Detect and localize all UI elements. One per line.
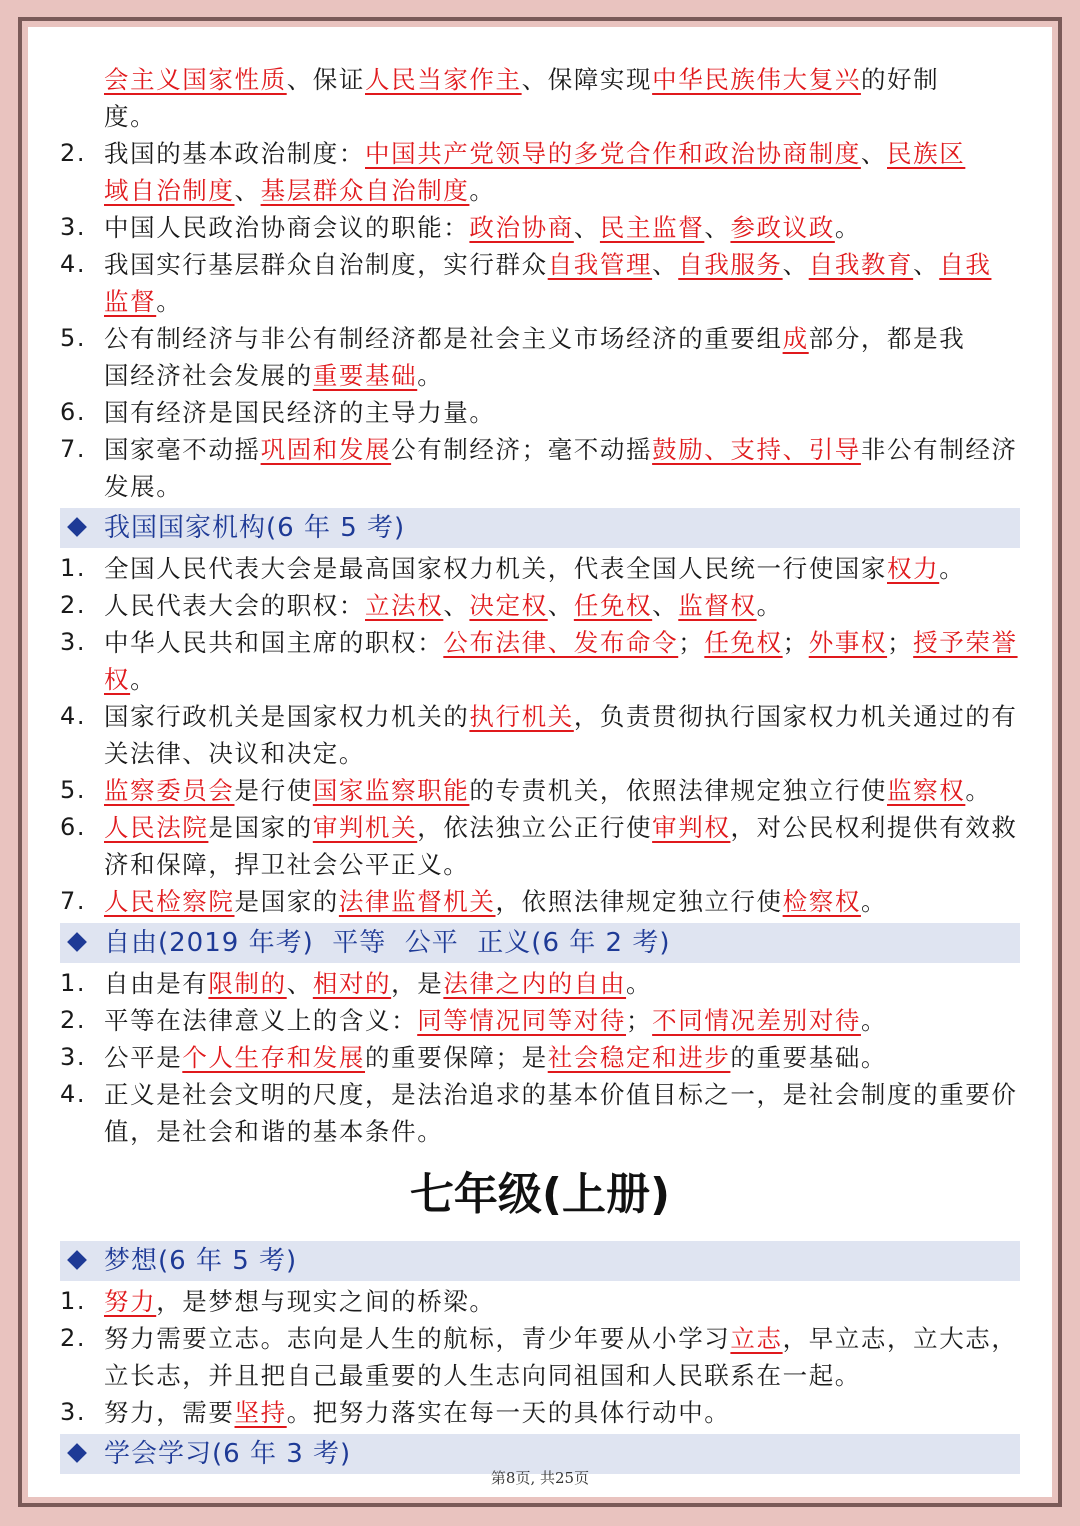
text-run: 的好制 — [860, 65, 940, 94]
text-run: 国有经济是国民经济的主导力量。 — [104, 398, 496, 427]
text-run: 努力，需要 — [104, 1398, 235, 1427]
key-term: 审判权 — [652, 813, 731, 842]
key-term: 权 — [104, 665, 131, 694]
text-run: 。 — [156, 287, 183, 316]
item-line — [104, 172, 1020, 209]
item-line — [104, 550, 1020, 587]
item-number: 3. — [60, 213, 87, 241]
key-term: 立志 — [730, 1324, 783, 1353]
item-number: 3. — [60, 1043, 87, 1071]
section-title: 梦想(6 年 5 考) — [104, 1246, 298, 1276]
key-term: 国家监察职能 — [312, 776, 470, 805]
diamond-bullet-icon — [67, 932, 87, 952]
text-run: 的重要保障；是 — [365, 1043, 548, 1072]
list-item — [60, 135, 1020, 209]
key-term: 民主监督 — [599, 213, 705, 242]
text-run: 正义是社会文明的尺度，是法治追求的基本价值目标之一，是社会制度的重要价 — [104, 1080, 1018, 1109]
section-title: 自由(2019 年考) 平等 公平 正义(6 年 2 考) — [104, 928, 671, 958]
section-title: 我国国家机构(6 年 5 考) — [104, 513, 406, 543]
item-number: 7. — [60, 887, 87, 915]
item-line — [104, 587, 1020, 624]
item-line — [104, 1002, 1020, 1039]
item-line — [104, 735, 1020, 772]
item-list-political-system — [60, 135, 1020, 505]
text-run: 国经济社会发展的 — [104, 361, 313, 390]
key-term: 民族区 — [887, 139, 966, 168]
list-item — [60, 1320, 1020, 1394]
list-item — [60, 550, 1020, 587]
section-title: 学会学习(6 年 3 考) — [104, 1439, 352, 1469]
item-line — [104, 431, 1020, 468]
text-run: 。 — [469, 176, 496, 205]
item-list-freedom-equality — [60, 965, 1020, 1150]
list-item — [60, 772, 1020, 809]
item-line — [104, 846, 1020, 883]
item-line — [104, 394, 1020, 431]
list-item — [60, 394, 1020, 431]
text-run: 公平是 — [104, 1043, 183, 1072]
text-run: 立长志，并且把自己最重要的人生志向同祖国和人民联系在一起。 — [104, 1361, 861, 1390]
item-number: 2. — [60, 591, 87, 619]
text-run: 。 — [860, 1006, 888, 1035]
item-line — [104, 283, 1020, 320]
key-term: 重要基础 — [312, 361, 418, 390]
list-item — [60, 1076, 1020, 1150]
item-number: 3. — [60, 1398, 87, 1426]
item-list-state-organs — [60, 550, 1020, 920]
item-number: 7. — [60, 435, 87, 463]
text-run: 国家行政机关是国家权力机关的 — [104, 702, 470, 731]
key-term: 相对的 — [312, 969, 392, 998]
text-run: 。 — [756, 591, 783, 620]
key-term: 任免权 — [704, 628, 783, 657]
item-line — [104, 135, 1020, 172]
text-run: 、 — [286, 969, 313, 998]
key-term: 政治协商 — [469, 213, 574, 242]
list-item — [60, 587, 1020, 624]
text-run: ，是梦想与现实之间的桥梁。 — [156, 1287, 496, 1316]
page-footer: 第8页, 共25页 — [490, 1469, 590, 1487]
key-term: 个人生存和发展 — [182, 1043, 366, 1072]
text-run: 平等在法律意义上的含义： — [104, 1006, 418, 1035]
item-line — [104, 468, 1020, 505]
list-item — [60, 431, 1020, 505]
item-line — [104, 809, 1020, 846]
text-run: 公有制经济与非公有制经济都是社会主义市场经济的重要组 — [104, 324, 783, 353]
list-item — [60, 1002, 1020, 1039]
key-term: 中国共产党领导的多党合作和政治协商制度 — [365, 139, 861, 168]
text-run: 、 — [782, 250, 809, 279]
item-number: 1. — [60, 554, 87, 582]
item-number: 4. — [60, 250, 87, 278]
text-run: 中华人民共和国主席的职权： — [104, 628, 444, 657]
continued-line — [60, 61, 1020, 98]
item-number: 6. — [60, 398, 87, 426]
text-run: 公有制经济；毫不动摇 — [391, 435, 653, 464]
continued-line — [60, 98, 1020, 135]
key-term: 不同情况差别对待 — [652, 1006, 861, 1035]
key-term: 坚持 — [234, 1398, 287, 1427]
key-term: 立法权 — [365, 591, 444, 620]
item-number: 5. — [60, 324, 87, 352]
list-item — [60, 809, 1020, 883]
text-run: 发展。 — [104, 472, 183, 501]
diamond-bullet-icon — [67, 1250, 87, 1270]
key-term: 同等情况同等对待 — [417, 1006, 627, 1035]
key-term: 公布法律、发布命令 — [443, 628, 679, 657]
key-term: 监督 — [104, 287, 157, 316]
text-run: 。 — [834, 213, 861, 242]
key-term: 自我教育 — [808, 250, 914, 279]
item-number: 3. — [60, 628, 87, 656]
item-line — [104, 772, 1020, 809]
key-term: 法律监督机关 — [338, 887, 496, 916]
text-run: ； — [626, 1006, 653, 1035]
item-line — [104, 1394, 1020, 1431]
text-run: 我国的基本政治制度： — [104, 139, 365, 168]
key-term: 人民当家作主 — [365, 65, 522, 94]
item-number: 4. — [60, 1080, 87, 1108]
key-term: 参政议政 — [730, 213, 835, 242]
key-term: 巩固和发展 — [260, 435, 392, 464]
key-term: 授予荣誉 — [913, 628, 1018, 657]
list-item — [60, 1283, 1020, 1320]
key-term: 审判机关 — [312, 813, 418, 842]
item-number: 1. — [60, 1287, 87, 1315]
text-run: 。 — [130, 665, 157, 694]
text-run: 关法律、决议和决定。 — [104, 739, 365, 768]
text-run: 、 — [860, 139, 888, 168]
item-number: 4. — [60, 702, 87, 730]
key-term: 自我管理 — [547, 250, 653, 279]
text-run: 是行使 — [234, 776, 313, 805]
diamond-bullet-icon — [67, 517, 87, 537]
text-run: 我国实行基层群众自治制度，实行群众 — [104, 250, 548, 279]
text-run: 、 — [652, 250, 679, 279]
key-term: 人民检察院 — [104, 887, 235, 916]
key-term: 限制的 — [208, 969, 287, 998]
section-header-state-organs — [60, 508, 1020, 548]
text-run: 、 — [234, 176, 261, 205]
text-run: ，依法独立公正行使 — [417, 813, 653, 842]
item-number: 2. — [60, 139, 87, 167]
text-run: 。把努力落实在每一天的具体行动中。 — [286, 1398, 731, 1427]
key-term: 鼓励、支持、引导 — [652, 435, 861, 464]
key-term: 基层群众自治制度 — [260, 176, 470, 205]
text-run: 的重要基础。 — [730, 1043, 888, 1072]
text-run: 度。 — [104, 102, 157, 131]
key-term: 成 — [782, 324, 809, 353]
text-run: ； — [887, 628, 914, 657]
key-term: 决定权 — [469, 591, 548, 620]
text-run: ； — [782, 628, 809, 657]
text-run: 、 — [704, 213, 731, 242]
key-term: 执行机关 — [469, 702, 574, 731]
key-term: 中华民族伟大复兴 — [652, 65, 861, 94]
grade-heading: 七年级(上册) — [409, 1169, 671, 1220]
item-line — [104, 698, 1020, 735]
item-line — [104, 1320, 1020, 1357]
key-term: 自我服务 — [678, 250, 783, 279]
list-item — [60, 698, 1020, 772]
text-run: 人民代表大会的职权： — [104, 591, 365, 620]
key-term: 权力 — [887, 554, 940, 583]
text-run: 值，是社会和谐的基本条件。 — [104, 1117, 444, 1146]
list-item — [60, 246, 1020, 320]
text-run: 、 — [652, 591, 679, 620]
text-run: 是国家的 — [234, 887, 339, 916]
key-term: 监察权 — [887, 776, 966, 805]
key-term: 外事权 — [808, 628, 888, 657]
item-line — [104, 1113, 1020, 1150]
item-line — [104, 320, 1020, 357]
item-line — [104, 1357, 1020, 1394]
list-item — [60, 320, 1020, 394]
item-number: 1. — [60, 969, 87, 997]
text-run: ，早立志，立大志， — [782, 1324, 1018, 1353]
key-term: 会主义国家性质 — [104, 65, 287, 94]
key-term: 监督权 — [678, 591, 757, 620]
diamond-bullet-icon — [67, 1443, 87, 1463]
item-line — [104, 1283, 1020, 1320]
item-number: 5. — [60, 776, 87, 804]
key-term: 检察权 — [782, 887, 861, 916]
item-line — [104, 209, 1020, 246]
list-item — [60, 965, 1020, 1002]
text-run: ，负责贯彻执行国家权力机关通过的有 — [573, 702, 1018, 731]
text-run: 。 — [965, 776, 992, 805]
text-run: ； — [678, 628, 705, 657]
list-item — [60, 624, 1020, 698]
text-run: 。 — [626, 969, 653, 998]
item-line — [104, 1076, 1020, 1113]
text-run: 国家毫不动摇 — [104, 435, 261, 464]
list-item — [60, 209, 1020, 246]
text-run: 。 — [417, 361, 444, 390]
key-term: 自我 — [939, 250, 992, 279]
section-header-freedom-equality — [60, 923, 1020, 963]
text-run: 部分，都是我 — [808, 324, 966, 353]
key-term: 任免权 — [573, 591, 653, 620]
section-header-dream — [60, 1241, 1020, 1281]
list-item — [60, 1394, 1020, 1431]
text-run: 非公有制经济 — [860, 435, 1018, 464]
text-run: 全国人民代表大会是最高国家权力机关，代表全国人民统一行使国家 — [104, 554, 887, 583]
text-run: 、保证 — [286, 65, 366, 94]
list-item — [60, 1039, 1020, 1076]
key-term: 域自治制度 — [104, 176, 235, 205]
key-term: 监察委员会 — [104, 776, 235, 805]
text-run: 是国家的 — [208, 813, 313, 842]
key-term: 人民法院 — [104, 813, 209, 842]
key-term: 努力 — [104, 1287, 157, 1316]
text-run: 、 — [547, 591, 574, 620]
document-page — [28, 27, 1052, 1497]
item-line — [104, 661, 1020, 698]
text-run: 自由是有 — [104, 969, 209, 998]
item-list-dream — [60, 1283, 1020, 1431]
item-line — [104, 965, 1020, 1002]
item-line — [104, 1039, 1020, 1076]
text-run: 济和保障，捍卫社会公平正义。 — [104, 850, 470, 879]
text-run: 的专责机关，依照法律规定独立行使 — [469, 776, 888, 805]
text-run: 、 — [443, 591, 470, 620]
document-content — [60, 61, 1020, 1476]
text-run: 、保障实现 — [521, 65, 653, 94]
list-item — [60, 883, 1020, 920]
text-run: 中国人民政治协商会议的职能： — [104, 213, 470, 242]
item-number: 6. — [60, 813, 87, 841]
text-run: 。 — [860, 887, 888, 916]
text-run: 、 — [573, 213, 600, 242]
text-run: ，对公民权利提供有效救 — [730, 813, 1018, 842]
text-run: 、 — [913, 250, 940, 279]
key-term: 社会稳定和进步 — [547, 1043, 731, 1072]
text-run: ，是 — [391, 969, 444, 998]
text-run: 。 — [939, 554, 966, 583]
item-number: 2. — [60, 1006, 87, 1034]
item-line — [104, 357, 1020, 394]
item-number: 2. — [60, 1324, 87, 1352]
item-line — [104, 624, 1020, 661]
item-line — [104, 246, 1020, 283]
key-term: 法律之内的自由 — [443, 969, 627, 998]
item-line — [104, 883, 1020, 920]
text-run: 努力需要立志。志向是人生的航标，青少年要从小学习 — [104, 1324, 731, 1353]
text-run: ，依照法律规定独立行使 — [495, 887, 783, 916]
